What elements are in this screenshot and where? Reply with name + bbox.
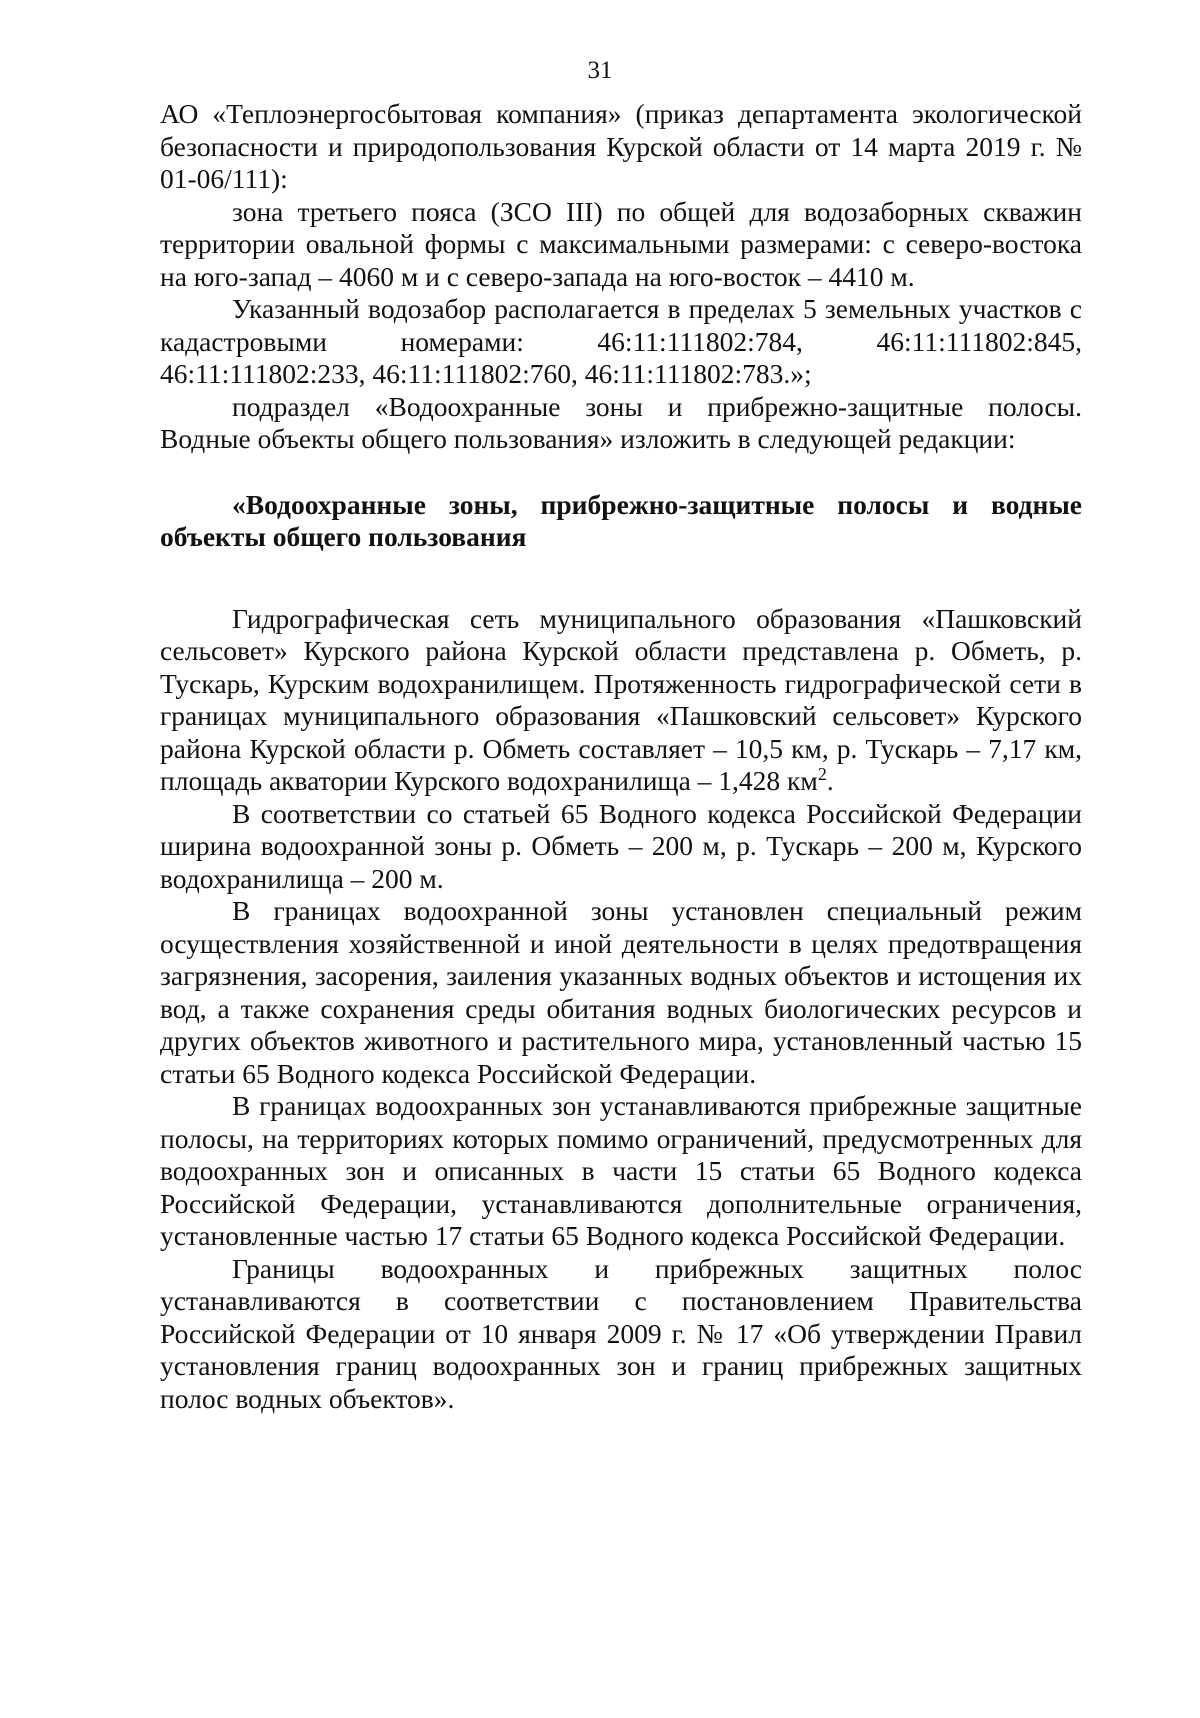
paragraph-zone-third-belt: зона третьего пояса (ЗСО III) по общей для водозаборных скважин территории овальной формы с максимальными размерами: с северо-востока на юго-запад – 4060 м и с северо-запада на юго-восток – 4410 м. <box>160 195 1082 292</box>
hydrographic-end: . <box>826 765 834 796</box>
hydrographic-text: Гидрографическая сеть муниципального образования «Пашковский сельсовет» Курского района Курской области представлена р. Обметь, р. Тускарь, Курским водохранилищем. Протяженность гидрографической сети в границах муниципального образования «Пашковский сельсовет» Курского района Курской области р. Обметь составляет – 10,5 км, р. Тускарь – 7,17 км, площадь акватории Курского водохранилища – 1,428 км <box>160 602 1082 796</box>
section-heading: «Водоохранные зоны, прибрежно-защитные полосы и водные объекты общего пользования <box>160 488 1082 552</box>
paragraph-cadastral-numbers: Указанный водозабор располагается в пределах 5 земельных участков с кадастровыми номерами: 46:11:111802:784, 46:11:111802:845, 46:11:111802:233, 46:11:111802:760, 46:11:111802:783.»; <box>160 293 1082 389</box>
paragraph-water-protection-width: В соответствии со статьей 65 Водного кодекса Российской Федерации ширина водоохранной зоны р. Обметь – 200 м, р. Тускарь – 200 м, Курского водохранилища – 200 м. <box>160 797 1082 894</box>
document-body <box>160 98 1082 1415</box>
superscript-square: 2 <box>817 763 827 784</box>
paragraph-subsection-edit: подраздел «Водоохранные зоны и прибрежно-защитные полосы. Водные объекты общего пользования» изложить в следующей редакции: <box>160 390 1082 454</box>
paragraph-organization-order: АО «Теплоэнергосбытовая компания» (приказ департамента экологической безопасности и природопользования Курской области от 14 марта 2019 г. № 01-06/111): <box>160 98 1082 194</box>
paragraph-coastal-strips: В границах водоохранных зон устанавливаются прибрежные защитные полосы, на территориях которых помимо ограничений, предусмотренных для водоохранных зон и описанных в части 15 статьи 65 Водного кодекса Российской Федерации, устанавливаются дополнительные ограничения, установленные частью 17 статьи 65 Водного кодекса Российской Федерации. <box>160 1090 1082 1251</box>
paragraph-hydrographic-network <box>160 603 1082 798</box>
paragraph-boundaries: Границы водоохранных и прибрежных защитных полос устанавливаются в соответствии с постановлением Правительства Российской Федерации от 10 января 2009 г. № 17 «Об утверждении Правил установления границ водоохранных зон и границ прибрежных защитных полос водных объектов». <box>160 1252 1082 1414</box>
page-number: 31 <box>587 57 613 84</box>
paragraph-special-regime: В границах водоохранной зоны установлен специальный режим осуществления хозяйственной и иной деятельности в целях предотвращения загрязнения, засорения, заиления указанных водных объектов и истощения их вод, а также сохранения среды обитания водных биологических ресурсов и других объектов животного и растительного мира, установленный частью 15 статьи 65 Водного кодекса Российской Федерации. <box>160 895 1082 1089</box>
